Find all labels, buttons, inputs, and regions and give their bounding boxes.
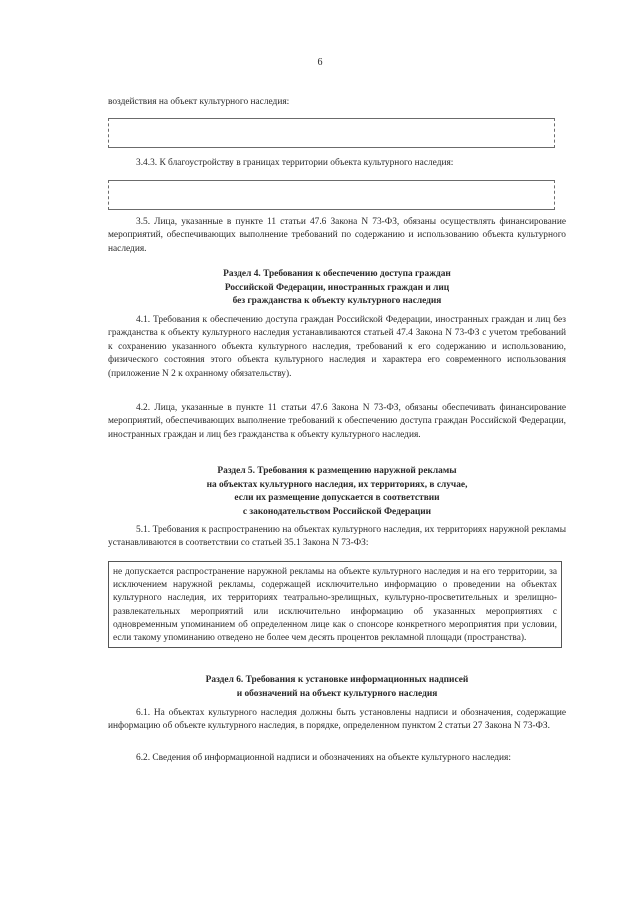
- section-4-title: [108, 268, 566, 309]
- page-number: 6: [317, 57, 323, 68]
- item-3-4-3: 3.4.3. К благоустройству в границах территории объекта культурного наследия:: [136, 158, 454, 168]
- paragraph-4-2: 4.2. Лица, указанные в пункте 11 статьи 47.6 Закона N 73-ФЗ, обязаны обеспечивать финансирование мероприятий, обеспечивающих выполнение требований к обеспечению доступа граждан Российской Федерации, иностранных граждан и лиц без гражданства к объекту культурного наследия.: [108, 403, 566, 440]
- section-6-title-line: и обозначений на объект культурного наследия: [236, 688, 438, 699]
- paragraph-5-1: 5.1. Требования к распространению на объектах культурного наследия, их территориях наружной рекламы устанавливаются в соответствии со статьей 35.1 Закона N 73-ФЗ:: [108, 525, 566, 549]
- section-5-title-line: на объектах культурного наследия, их территориях, в случае,: [206, 479, 468, 490]
- paragraph-6-2: 6.2. Сведения об информационной надписи и обозначениях на объекте культурного наследия:: [136, 753, 511, 763]
- empty-entry-box: [108, 180, 555, 210]
- continuation-line: воздействия на объект культурного наследия:: [108, 97, 290, 107]
- boxed-requirements-text: не допускается распространение наружной рекламы на объекте культурного наследия и на его территории, за исключением наружной рекламы, содержащей исключительно информацию о проведении на объектах культурного наследия, их территориях театрально-зрелищных, культурно-просветительных и зрелищно-развлекательных мероприятий или исключительно информацию об указанных мероприятиях с одновременным упоминанием об определенном лице как о спонсоре конкретного мероприятия при условии, если такому упоминанию отведено не более чем десять процентов рекламной площади (пространства).: [113, 567, 557, 644]
- section-6-title-line: Раздел 6. Требования к установке информационных надписей: [205, 675, 469, 685]
- paragraph-6-1: 6.1. На объектах культурного наследия должны быть установлены надписи и обозначения, содержащие информацию об объекте культурного наследия, в порядке, определенном пунктом 2 статьи 27 Закона N 73-ФЗ.: [108, 708, 566, 732]
- item-3-5: 3.5. Лица, указанные в пункте 11 статьи 47.6 Закона N 73-ФЗ, обязаны осуществлять финансирование мероприятий, обеспечивающих выполнение требований по содержанию и использованию объекта культурного наследия.: [108, 217, 566, 254]
- paragraph-4-1: 4.1. Требования к обеспечению доступа граждан Российской Федерации, иностранных граждан и лиц без гражданства к объекту культурного наследия устанавливаются статьей 47.4 Закона N 73-ФЗ с учетом требований к сохранению указанного объекта культурного наследия, требований к его содержанию и использованию, физического состояния этого объекта культурного наследия и характера его современного использования (приложение N 2 к охранному обязательству).: [108, 315, 566, 379]
- section-5-title-line: если их размещение допускается в соответствии: [234, 493, 440, 504]
- section-4-title-line: без гражданства к объекту культурного наследия: [232, 296, 442, 307]
- empty-entry-box: [108, 118, 555, 148]
- section-5-title: [108, 465, 566, 519]
- section-5-title-line: с законодательством Российской Федерации: [242, 506, 432, 517]
- advertising-requirements-box: [108, 561, 562, 648]
- section-4-title-line: Раздел 4. Требования к обеспечению доступа граждан: [223, 269, 451, 279]
- section-5-title-line: Раздел 5. Требования к размещению наружной рекламы: [217, 466, 457, 476]
- section-6-title: [108, 674, 566, 701]
- section-4-title-line: Российской Федерации, иностранных граждан и лиц: [224, 282, 450, 293]
